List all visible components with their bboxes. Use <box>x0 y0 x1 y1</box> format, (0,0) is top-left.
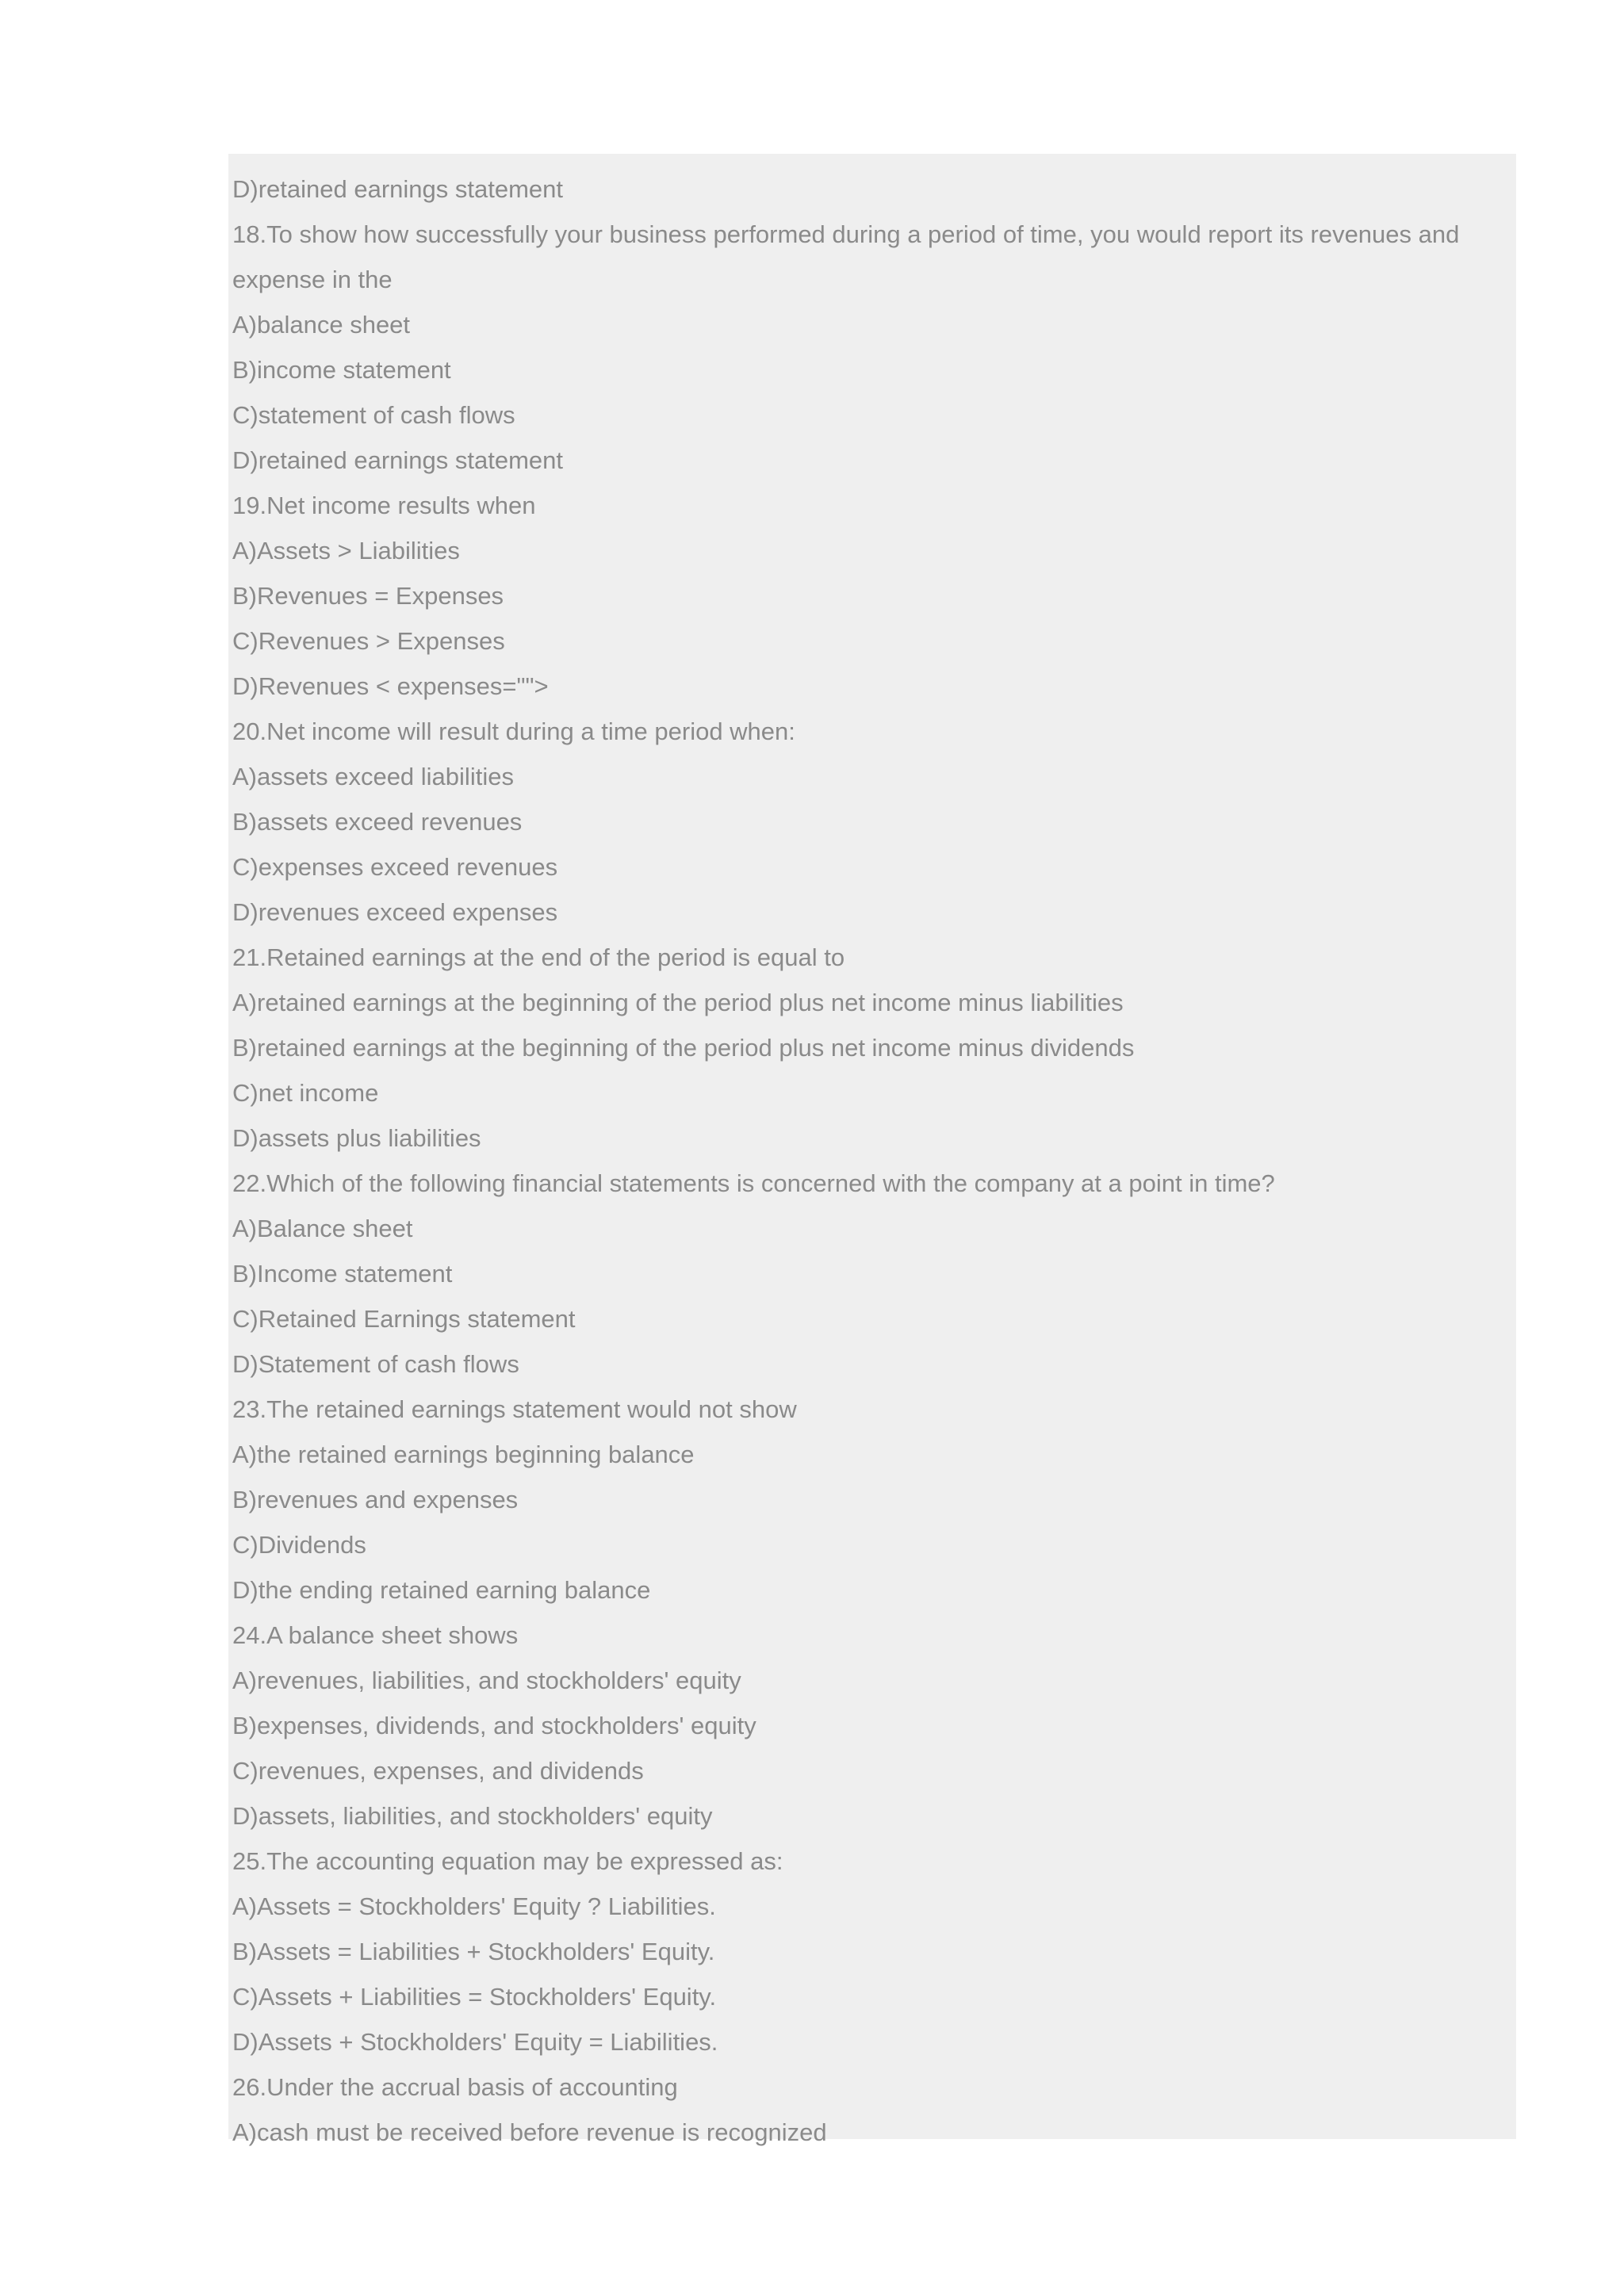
document-text-block <box>228 154 1516 2146</box>
answer-option: C)Revenues > Expenses <box>232 627 505 655</box>
answer-option: C)Assets + Liabilities = Stockholders' Equity. <box>232 1983 717 2011</box>
answer-option: A)cash must be received before revenue is recognized <box>232 2118 827 2146</box>
answer-option: A)revenues, liabilities, and stockholders' equity <box>232 1667 741 1694</box>
answer-option: D)retained earnings statement <box>232 446 564 474</box>
answer-option: C)revenues, expenses, and dividends <box>232 1757 644 1785</box>
answer-option: C)net income <box>232 1079 379 1107</box>
answer-option: A)assets exceed liabilities <box>232 763 514 790</box>
answer-option: A)Assets = Stockholders' Equity ? Liabilities. <box>232 1892 716 1920</box>
answer-option: B)assets exceed revenues <box>232 808 523 836</box>
question-text: 25.The accounting equation may be expressed as: <box>232 1847 783 1875</box>
question-text: 24.A balance sheet shows <box>232 1621 519 1649</box>
answer-option: A)balance sheet <box>232 311 411 339</box>
answer-option: A)retained earnings at the beginning of the period plus net income minus liabilities <box>232 989 1124 1016</box>
answer-option: D)assets, liabilities, and stockholders' equity <box>232 1802 713 1830</box>
answer-option: D)retained earnings statement <box>232 175 564 203</box>
answer-option: B)revenues and expenses <box>232 1486 519 1513</box>
answer-option: D)Revenues < expenses=""> <box>232 672 549 700</box>
answer-option: D)Statement of cash flows <box>232 1350 519 1378</box>
answer-option: A)the retained earnings beginning balance <box>232 1441 695 1468</box>
answer-option: C)expenses exceed revenues <box>232 853 558 881</box>
answer-option: B)expenses, dividends, and stockholders' equity <box>232 1712 756 1739</box>
answer-option: D)the ending retained earning balance <box>232 1576 651 1604</box>
answer-option: B)Assets = Liabilities + Stockholders' Equity. <box>232 1938 715 1965</box>
answer-option: C)Dividends <box>232 1531 366 1559</box>
answer-option: A)Balance sheet <box>232 1215 413 1242</box>
answer-option: B)income statement <box>232 356 451 384</box>
question-text: 21.Retained earnings at the end of the period is equal to <box>232 943 845 971</box>
answer-option: B)retained earnings at the beginning of the period plus net income minus dividends <box>232 1034 1135 1062</box>
question-text: 19.Net income results when <box>232 492 536 519</box>
answer-option: B)Revenues = Expenses <box>232 582 504 610</box>
answer-option: B)Income statement <box>232 1260 453 1288</box>
question-text: 22.Which of the following financial statements is concerned with the company at a point in time? <box>232 1169 1275 1197</box>
answer-option: D)assets plus liabilities <box>232 1124 481 1152</box>
question-text: 18.To show how successfully your business performed during a period of time, you would report its revenues and expense in the <box>232 220 1466 293</box>
answer-option: D)revenues exceed expenses <box>232 898 558 926</box>
question-text: 26.Under the accrual basis of accounting <box>232 2073 678 2101</box>
answer-option: A)Assets > Liabilities <box>232 537 460 564</box>
question-text: 23.The retained earnings statement would not show <box>232 1395 797 1423</box>
question-text: 20.Net income will result during a time period when: <box>232 718 795 745</box>
answer-option: D)Assets + Stockholders' Equity = Liabilities. <box>232 2028 718 2056</box>
answer-option: C)Retained Earnings statement <box>232 1305 576 1333</box>
answer-option: C)statement of cash flows <box>232 401 515 429</box>
